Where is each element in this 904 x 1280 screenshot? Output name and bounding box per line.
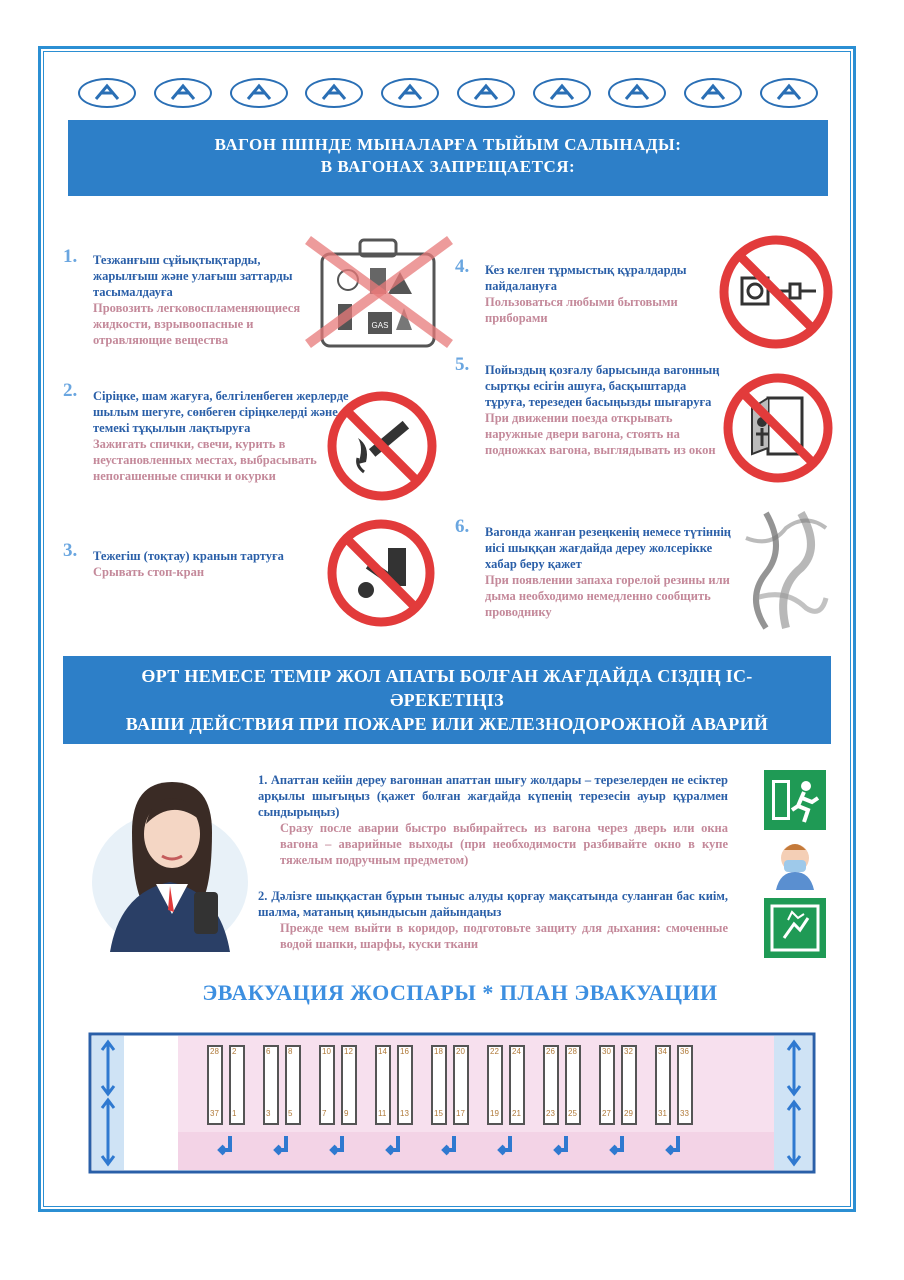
- seat-number: 1: [232, 1109, 237, 1118]
- action-1-kz: Апаттан кейін дереу вагоннан апаттан шығу жолдары – терезелерден не есіктер арқылы шығыңыз (қажет болған жағдайда күпенің терезесін ауыр құралмен сындырыңыз): [258, 773, 729, 819]
- emergency-exit-icon: [764, 770, 826, 830]
- prohibition-6-ru: При появлении запаха горелой резины или дыма необходимо немедленно сообщить проводнику: [485, 573, 730, 619]
- seat-number: 13: [400, 1109, 409, 1118]
- smoke-icon: [726, 498, 836, 636]
- seat-number: 26: [546, 1047, 555, 1056]
- logo-row: [78, 78, 818, 112]
- prohibitions-title-ru: В ВАГОНАХ ЗАПРЕЩАЕТСЯ:: [320, 157, 576, 176]
- prohibitions-banner: [68, 120, 828, 196]
- seat-number: 36: [680, 1047, 689, 1056]
- seat-number: 7: [322, 1109, 327, 1118]
- seat-number: 30: [602, 1047, 611, 1056]
- evacuation-plan: [82, 1028, 822, 1178]
- prohibition-6: [485, 524, 735, 620]
- attendant-illustration: [90, 772, 250, 952]
- seat-number: 25: [568, 1109, 577, 1118]
- action-1-number: 1.: [258, 773, 268, 787]
- item-number: 3.: [63, 540, 78, 561]
- prohibition-4: [485, 262, 725, 326]
- break-glass-icon: [764, 898, 826, 958]
- prohibition-2: [93, 388, 358, 484]
- prohibition-4-kz: Кез келген тұрмыстық құралдарды пайдалануға: [485, 263, 687, 293]
- action-2: [258, 888, 728, 952]
- seat-number: 22: [490, 1047, 499, 1056]
- breathing-protection-icon: [770, 838, 820, 890]
- prohibition-2-ru: Зажигать спички, свечи, курить в неустановленных местах, выбрасывать непогашенные спички и окурки: [93, 437, 317, 483]
- action-2-kz: Дәлізге шыққастан бұрын тыныс алуды қорғау мақсатында суланған бас киім, шалма, матаның қиындысын дайындаңыз: [258, 889, 729, 919]
- seat-number: 19: [490, 1109, 499, 1118]
- actions-banner: [63, 656, 831, 744]
- seat-number: 12: [344, 1047, 353, 1056]
- prohibition-1: [93, 252, 303, 348]
- prohibition-3-kz: Тежегіш (тоқтау) кранын тартуға: [93, 549, 284, 563]
- seat-number: 6: [266, 1047, 271, 1056]
- seat-number: 11: [378, 1109, 387, 1118]
- prohibition-2-kz: Сіріңке, шам жағуға, белгіленбеген жерлерде шылым шегуге, сөнбеген сіріңкелерді және темекі тұқылын лақтыруға: [93, 389, 349, 435]
- item-number: 6.: [455, 516, 470, 537]
- item-number: 2.: [63, 380, 78, 401]
- seat-number: 10: [322, 1047, 331, 1056]
- seat-number: 34: [658, 1047, 667, 1056]
- prohibition-5-kz: Пойыздың қозғалу барысында вагонның сыртқы есігін ашуға, басқыштарда тұруға, терезеден басыңызды шығаруға: [485, 363, 720, 409]
- seat-number: 27: [602, 1109, 611, 1118]
- hazardous-luggage-icon: [300, 232, 458, 352]
- action-2-ru: Прежде чем выйти в коридор, подготовьте защиту для дыхания: смоченные водой шапки, шарфы, куски ткани: [280, 921, 728, 951]
- railway-logo-icon: [230, 78, 288, 108]
- seat-number: 16: [400, 1047, 409, 1056]
- item-number: 4.: [455, 256, 470, 277]
- prohibitions-title-kz: ВАГОН ІШІНДЕ МЫНАЛАРҒА ТЫЙЫМ САЛЫНАДЫ:: [214, 135, 682, 154]
- item-number: 1.: [63, 246, 78, 267]
- railway-logo-icon: [457, 78, 515, 108]
- no-stop-crane-icon: [326, 518, 436, 628]
- seat-number: 20: [456, 1047, 465, 1056]
- seat-number: 31: [658, 1109, 667, 1118]
- seat-number: 28: [210, 1047, 219, 1056]
- seat-number: 14: [378, 1047, 387, 1056]
- railway-logo-icon: [305, 78, 363, 108]
- seat-number: 9: [344, 1109, 349, 1118]
- prohibition-1-kz: Тезжанғыш сұйықтықтарды, жарылғыш және улағыш заттарды тасымалдауға: [93, 253, 293, 299]
- seat-number: 3: [266, 1109, 271, 1118]
- prohibition-1-ru: Провозить легковоспламеняющиеся жидкости, взрывоопасные и отравляющие вещества: [93, 301, 301, 347]
- actions-title-kz: ӨРТ НЕМЕСЕ ТЕМІР ЖОЛ АПАТЫ БОЛҒАН ЖАҒДАЙДА СІЗДІҢ ІС-ӘРЕКЕТІҢІЗ: [141, 666, 753, 710]
- railway-logo-icon: [533, 78, 591, 108]
- action-1-ru: Сразу после аварии быстро выбирайтесь из вагона через дверь или окна вагона – аварийные выходы (при необходимости разбивайте окно в купе тяжелым подручным предметом): [280, 821, 728, 867]
- seat-number: 18: [434, 1047, 443, 1056]
- action-1: [258, 772, 728, 868]
- seat-number: 21: [512, 1109, 521, 1118]
- railway-logo-icon: [78, 78, 136, 108]
- seat-number: 37: [210, 1109, 219, 1118]
- no-appliance-icon: [718, 234, 834, 350]
- seat-number: 24: [512, 1047, 521, 1056]
- railway-logo-icon: [154, 78, 212, 108]
- item-number: 5.: [455, 354, 470, 375]
- seat-number: 32: [624, 1047, 633, 1056]
- railway-logo-icon: [608, 78, 666, 108]
- railway-logo-icon: [760, 78, 818, 108]
- prohibition-3-ru: Срывать стоп-кран: [93, 565, 205, 579]
- no-smoking-icon: [326, 390, 438, 502]
- actions-title-ru: ВАШИ ДЕЙСТВИЯ ПРИ ПОЖАРЕ ИЛИ ЖЕЛЕЗНОДОРОЖНОЙ АВАРИЙ: [125, 714, 769, 734]
- evacuation-title: ЭВАКУАЦИЯ ЖОСПАРЫ * ПЛАН ЭВАКУАЦИИ: [202, 980, 718, 1005]
- action-2-number: 2.: [258, 889, 268, 903]
- seat-number: 33: [680, 1109, 689, 1118]
- prohibition-4-ru: Пользоваться любыми бытовыми приборами: [485, 295, 678, 325]
- seat-number: 23: [546, 1109, 555, 1118]
- prohibition-5: [485, 362, 725, 458]
- seat-number: 5: [288, 1109, 293, 1118]
- svg-text:GAS: GAS: [371, 321, 389, 330]
- railway-logo-icon: [381, 78, 439, 108]
- prohibition-5-ru: При движении поезда открывать наружные двери вагона, стоять на подножках вагона, выглядывать из окон: [485, 411, 716, 457]
- seat-number: 2: [232, 1047, 237, 1056]
- railway-logo-icon: [684, 78, 742, 108]
- no-door-open-icon: [722, 372, 834, 484]
- seat-number: 28: [568, 1047, 577, 1056]
- seat-number: 15: [434, 1109, 443, 1118]
- prohibition-3: [93, 548, 333, 580]
- seat-number: 29: [624, 1109, 633, 1118]
- seat-number: 8: [288, 1047, 293, 1056]
- prohibition-6-kz: Вагонда жанған резеңкенің немесе түтіннің иісі шыққан жағдайда дереу жолсерікке хабар беру қажет: [485, 525, 732, 571]
- seat-number: 17: [456, 1109, 465, 1118]
